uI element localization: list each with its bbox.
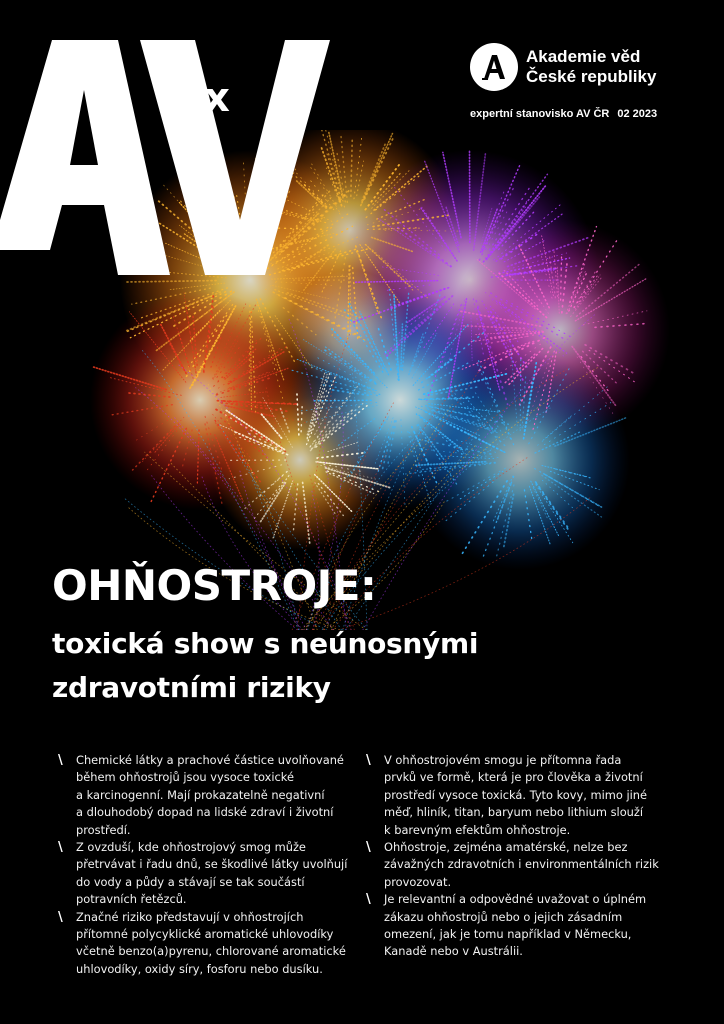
- bullet-text-line: a dlouhodobý dopad na lidské zdraví i životní: [76, 805, 334, 820]
- bullet-text-line: prostředí vysoce toxická. Tyto kovy, mimo jiné: [384, 787, 647, 802]
- bullet-text: [384, 752, 656, 839]
- logo-suffix: ex: [178, 75, 229, 121]
- bullet-text-line: prostředí.: [76, 822, 131, 837]
- bullet-text-line: do vody a půdy a stávají se tak součástí: [76, 874, 305, 889]
- academy-name: [526, 47, 656, 87]
- bullet-text-line: potravních řetězců.: [76, 892, 187, 907]
- academy-brand: [470, 42, 700, 92]
- logo-letter-v: [140, 40, 330, 275]
- bullet-text-line: zákazu ohňostrojů nebo o jejich zásadním: [384, 909, 623, 924]
- bullet-text-line: přítomné polycyklické aromatické uhlovodíky: [76, 927, 334, 942]
- bullet-text-line: k barevným efektům ohňostroje.: [384, 822, 571, 837]
- bullet-text: [76, 909, 348, 979]
- bullet-text-line: provozovat.: [384, 874, 452, 889]
- bullet-mark-icon: \: [58, 840, 63, 856]
- bullet-mark-icon: \: [58, 753, 63, 768]
- bullet-mark-icon: \: [366, 753, 371, 768]
- bullet-text: [384, 891, 656, 961]
- page-title: OHŇOSTROJE:: [52, 561, 377, 610]
- edition-line: [470, 108, 670, 120]
- edition-issue: 02 2023: [617, 108, 658, 120]
- bullet-text: [76, 839, 348, 909]
- edition-label: expertní stanovisko AV ČR: [470, 108, 610, 120]
- bullet-mark-icon: \: [366, 840, 371, 856]
- bullet-text-line: uhlovodíky, oxidy síry, fosforu nebo dusíku.: [76, 961, 323, 976]
- bullet-text-line: prvků ve formě, která je pro člověka a životní: [384, 770, 643, 785]
- bullet-text-line: a karcinogenní. Mají prokazatelně negativní: [76, 787, 325, 802]
- bullet-text-line: V ohňostrojovém smogu je přítomna řada: [384, 753, 622, 767]
- bullet-text-line: Značné riziko představují v ohňostrojích: [76, 909, 304, 924]
- left-bullet-column: [58, 752, 348, 978]
- academy-name-line2: České republiky: [526, 67, 657, 86]
- bullet-item: [58, 839, 348, 909]
- bullet-text-line: během ohňostrojů jsou vysoce toxické: [76, 770, 295, 785]
- academy-emblem-icon: [470, 43, 518, 91]
- bullet-item: [366, 891, 656, 961]
- bullet-text: [76, 752, 348, 839]
- bullet-text-line: Chemické látky a prachové částice uvolňované: [76, 753, 344, 767]
- bullet-item: [58, 909, 348, 979]
- bullet-item: [366, 839, 659, 891]
- bullet-item: [366, 752, 656, 839]
- bullet-item: [58, 752, 348, 839]
- bullet-text-line: přetrvávat i řadu dnů, se škodlivé látky uvolňují: [76, 857, 348, 872]
- bullet-text-line: Z ovzduší, kde ohňostrojový smog může: [76, 840, 306, 855]
- av-logo: [0, 30, 330, 290]
- bullet-text-line: měď, hliník, titan, baryum nebo lithium slouží: [384, 805, 644, 820]
- subtitle-line-2: zdravotními riziky: [52, 671, 331, 704]
- academy-name-line1: Akademie věd: [526, 47, 641, 66]
- bullet-text-line: Ohňostroje, zejména amatérské, nelze bez: [384, 840, 628, 855]
- bullet-text-line: závažných zdravotních i environmentálních rizik: [384, 857, 659, 872]
- bullet-text: [384, 839, 659, 891]
- right-bullet-column: [366, 752, 659, 961]
- bullet-mark-icon: \: [58, 909, 63, 925]
- bullet-text-line: včetně benzo(a)pyrenu, chlorované aromatické: [76, 944, 346, 959]
- page-subtitle: [52, 622, 692, 710]
- subtitle-line-1: toxická show s neúnosnými: [52, 627, 479, 660]
- bullet-text-line: Kanadě nebo v Austrálii.: [384, 944, 523, 959]
- bullet-text-line: Je relevantní a odpovědné uvažovat o úplném: [384, 892, 647, 907]
- bullet-text-line: omezení, jak je tomu například v Německu,: [384, 927, 632, 942]
- bullet-mark-icon: \: [366, 892, 371, 908]
